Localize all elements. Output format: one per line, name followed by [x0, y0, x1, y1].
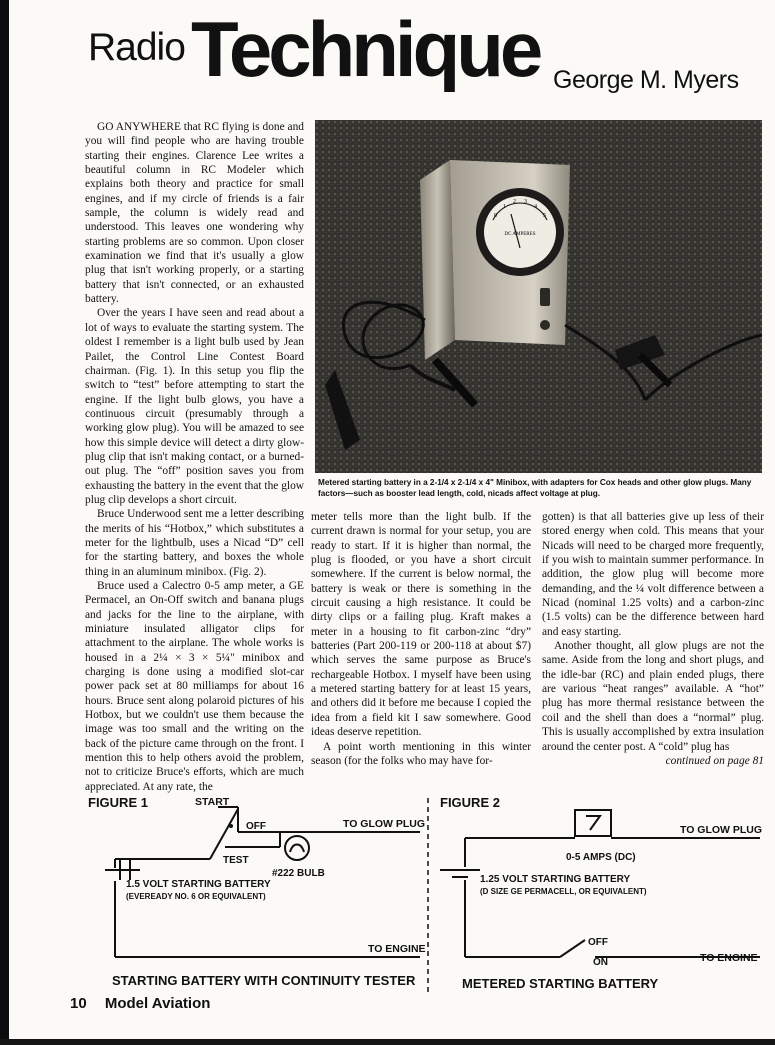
figure-1-label: FIGURE 1 — [88, 795, 148, 810]
article-header — [0, 0, 775, 110]
meter-tick-label: 0 — [494, 213, 497, 219]
photo-caption: Metered starting battery in a 2-1/4 x 2-1/4 x 4" Minibox, with adapters for Cox heads and other glow plugs. Many factors—such as booster lead length, cold, nicads affect voltage at plug. — [318, 478, 752, 498]
figures-area — [0, 780, 775, 1000]
fig1-bulb-label: #222 BULB — [272, 868, 325, 879]
paragraph: Bruce Underwood sent me a letter describing the merits of his “Hotbox,” which substitutes a meter for the lightbulb, uses a Nicad “D” cell for the starting battery, and boxes the whole thing in an aluminum minibox. (Fig. 2). — [85, 508, 304, 578]
page-number: 10 — [70, 995, 87, 1012]
fig2-to-glow-label: TO GLOW PLUG — [680, 824, 763, 836]
continued-note: continued on page 81 — [665, 754, 764, 767]
fig1-off-label: OFF — [246, 821, 266, 832]
author-byline: George M. Myers — [553, 66, 739, 94]
fig1-test-label: TEST — [223, 855, 249, 866]
ammeter-symbol — [575, 810, 611, 836]
fig2-battery-label: 1.25 VOLT STARTING BATTERY — [480, 874, 631, 885]
page-edge-bottom — [0, 1039, 775, 1045]
fig2-title: METERED STARTING BATTERY — [462, 976, 659, 991]
fig1-to-glow-label: TO GLOW PLUG — [343, 818, 426, 830]
paragraph: Over the years I have seen and read about a lot of ways to evaluate the starting system. The oldest I remember is a light bulb used by Jean Pailet, the Control Line Contest Board chairman. (Fig. 1). In this setup you flip the switch to “test” before attempting to start the engine. If the light bulb glows, you have a continuous circuit (presumably through a working glow plug). You will be amazed to see how this simple device will detect a dirty glow-plug clip that isn't making contact, or a burned-out plug. The “off” position saves you from exhausting the battery in the event that the glow plug clip develops a short circuit. — [85, 307, 304, 506]
fig2-off-label: OFF — [588, 937, 608, 948]
fig1-to-engine-label: TO ENGINE — [368, 943, 426, 955]
photo-metered-battery — [315, 120, 762, 473]
fig2-battery-note: (D SIZE GE PERMACELL, OR EQUIVALENT) — [480, 887, 647, 896]
meter-tick-label: 5 — [543, 213, 546, 219]
paragraph: Another thought, all glow plugs are not the same. Aside from the long and short plugs, and the idle-bar (RC) and plain ended plugs, there are various “heat ranges” available. A “hot” plug has more thermal resistance between the coil and the shell than does a “normal” plug. This is usually accomplished by extra insulation around the center post. A “cold” plug has — [542, 640, 764, 753]
fig1-title: STARTING BATTERY WITH CONTINUITY TESTER — [112, 973, 416, 988]
title-technique: Technique — [191, 5, 540, 93]
paragraph: gotten) is that all batteries give up less of their stored energy when cold. This means that your Nicads will need to be charged more frequently, if you wish to maintain summer performance. In addition, the glow plug will become more demanding, and the ¼ volt difference between a Nicad (nominal 1.25 volts) and a carbon-zinc (1.5 volts) can be the difference between hard and easy starting. — [542, 511, 764, 638]
paragraph: GO ANYWHERE that RC flying is done and you will find people who are having trouble starting their engines. Clarence Lee writes a beautiful column in RC Modeler which explains both theory and practice for small engines, and if my circle of friends is a fair sample, the column is widely read and understood. This leaves one wondering why starting problems are so common. Upon closer examination we find that it's usually a glow plug that isn't working properly, or a starting battery that isn't connected, or an exhausted battery. — [85, 121, 304, 306]
fig2-meter-label: 0-5 AMPS (DC) — [566, 852, 636, 863]
page-footer — [70, 995, 224, 1012]
magazine-name: Model Aviation — [104, 995, 211, 1012]
fig1-battery-note: (EVEREADY NO. 6 OR EQUIVALENT) — [126, 892, 266, 901]
column-3 — [542, 510, 764, 768]
meter-dial-label: DC AMPERES — [504, 232, 536, 237]
paragraph: meter tells more than the light bulb. If the current drawn is normal for your setup, you are ready to start. If it is higher than normal, the plug is flooded, or you have a short circuit somewhere. If the current is below normal, the battery is weak or there is something in the circuit causing a high resistance. It could be dirty clips or a failing plug. Kraft makes a meter in a housing to fit carbon-zinc “dry” batteries (Part 200-119 or 200-118 at about $7) which serves the same purpose as Bruce's rechargeable Hotbox. I myself have been using a metered starting battery for at least 15 years, and others did it before me because I copied the idea from a field kit I saw somewhere. Good ideas deserve repetition. — [311, 511, 531, 739]
fig2-on-label: ON — [593, 957, 608, 968]
light-bulb-symbol — [285, 836, 309, 860]
fig1-start-label: START — [195, 796, 230, 808]
column-1 — [85, 120, 304, 794]
meter-tick-label: 2 — [513, 199, 516, 205]
column-2 — [311, 510, 531, 768]
title-radio: Radio — [88, 26, 185, 69]
meter-tick-label: 3 — [524, 199, 527, 205]
paragraph: A point worth mentioning in this winter season (for the folks who may have for- — [311, 740, 531, 767]
figure-2-label: FIGURE 2 — [440, 795, 500, 810]
meter-tick-label: 1 — [503, 204, 506, 210]
paragraph: Bruce used a Calectro 0-5 amp meter, a GE Permacel, an On-Off switch and banana plugs and jacks for the line to the airplane, with miniature insulated alligator clips for attachment to the airplane. The whole works is housed in a 2¼ × 3 × 5¼" minibox and charging is done using a modified slot-car power pack set at 80 milliamps for about 16 hours. Bruce sent along polaroid pictures of his Hotbox, but we couldn't use them because the image was too small and the writing on the back of the picture came through on the front. I mention this to help others avoid the problem, not to criticize Bruce's efforts, which are much appreciated. At any rate, the — [85, 580, 304, 793]
fig1-battery-label: 1.5 VOLT STARTING BATTERY — [126, 879, 271, 890]
toggle-switch — [540, 288, 550, 306]
meter-tick-label: 4 — [534, 204, 537, 210]
fig2-to-engine-label: TO ENGINE — [700, 952, 758, 964]
